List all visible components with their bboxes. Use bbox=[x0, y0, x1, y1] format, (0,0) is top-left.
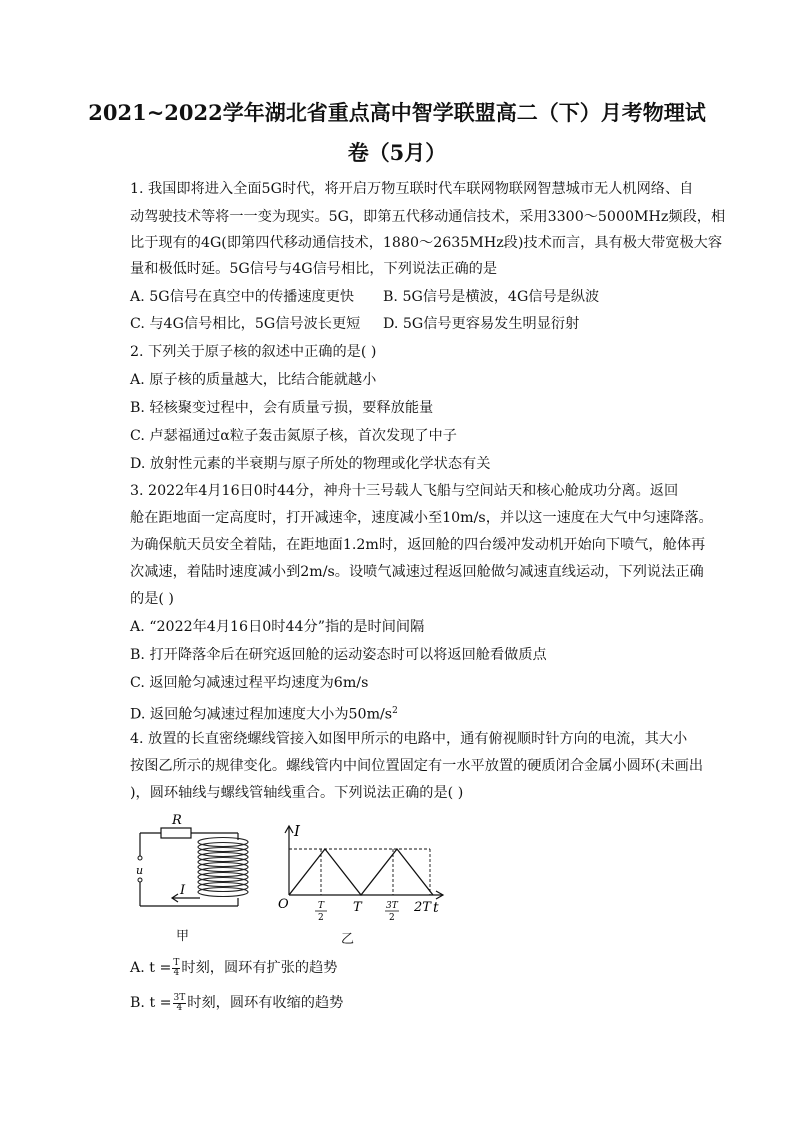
figure-yi-graph bbox=[275, 820, 455, 930]
q1-stem-line4: 量和极低时延。5G信号与4G信号相比，下列说法正确的是 bbox=[130, 261, 498, 277]
q4-option-b-den: 4 bbox=[176, 1002, 183, 1013]
exam-title-line1: 2021~2022学年湖北省重点高中智学联盟高二（下）月考物理试 bbox=[88, 100, 706, 125]
q4-stem-line3: )，圆环轴线与螺线管轴线重合。下列说法正确的是( ) bbox=[130, 785, 464, 801]
exam-title-line2: 卷（5月） bbox=[347, 140, 447, 165]
axis-label-t: t bbox=[433, 900, 439, 916]
q4-option-a-text: 时刻，圆环有扩张的趋势 bbox=[181, 960, 338, 976]
q1-option-d: D. 5G信号更容易发生明显衍射 bbox=[383, 316, 580, 332]
tick-2t: 2T bbox=[414, 900, 431, 915]
q4-option-a bbox=[130, 958, 337, 978]
axis-label-i: I bbox=[294, 822, 300, 840]
current-curve bbox=[289, 849, 433, 895]
figure-jia-circuit bbox=[128, 812, 260, 917]
q4-option-b-prefix: B. t = bbox=[130, 995, 172, 1011]
caption-yi: 乙 bbox=[341, 932, 355, 947]
q4-option-a-prefix: A. t = bbox=[130, 960, 172, 976]
q4-option-a-den: 4 bbox=[173, 967, 180, 978]
q1-option-a: A. 5G信号在真空中的传播速度更快 bbox=[130, 289, 355, 305]
q2-option-a: A. 原子核的质量越大，比结合能就越小 bbox=[130, 372, 377, 388]
terminal-bottom bbox=[138, 878, 142, 882]
label-u: u bbox=[136, 864, 144, 877]
q4-option-b-num: 3T bbox=[173, 992, 186, 1003]
tick-t: T bbox=[353, 900, 362, 915]
tick-3t-half-num: 3T bbox=[386, 901, 398, 911]
resistor-r bbox=[161, 828, 191, 838]
q2-option-b: B. 轻核聚变过程中，会有质量亏损，要释放能量 bbox=[130, 400, 434, 416]
q2-option-d: D. 放射性元素的半衰期与原子所处的物理或化学状态有关 bbox=[130, 456, 491, 472]
label-r: R bbox=[172, 813, 182, 828]
q3-stem-line1: 3. 2022年4月16日0时44分，神舟十三号载人飞船与空间站天和核心舱成功分离。返回 bbox=[130, 483, 679, 499]
q3-option-d bbox=[130, 701, 398, 725]
q4-stem-line1: 4. 放置的长直密绕螺线管接入如图甲所示的电路中，通有俯视顺时针方向的电流，其大小 bbox=[130, 731, 688, 747]
tick-t-half-num: T bbox=[318, 901, 325, 911]
q2-option-c: C. 卢瑟福通过α粒子轰击氮原子核，首次发现了中子 bbox=[130, 428, 457, 444]
label-i-circuit: I bbox=[180, 883, 186, 898]
q1-option-b: B. 5G信号是横波，4G信号是纵波 bbox=[383, 289, 600, 305]
caption-jia: 甲 bbox=[176, 929, 190, 944]
terminal-top bbox=[138, 856, 142, 860]
q4-option-a-fraction bbox=[172, 959, 180, 978]
q4-option-b bbox=[130, 993, 343, 1013]
q4-stem-line2: 按图乙所示的规律变化。螺线管内中间位置固定有一水平放置的硬质闭合金属小圆环(未画出 bbox=[130, 758, 704, 774]
q3-stem-line4: 次减速，着陆时速度减小到2m/s。设喷气减速过程返回舱做匀减速直线运动，下列说法正确 bbox=[130, 564, 704, 580]
q3-stem-line2: 舱在距地面一定高度时，打开减速伞，速度减小至10m/s，并以这一速度在大气中匀速降落。 bbox=[130, 510, 713, 526]
q3-option-c: C. 返回舱匀减速过程平均速度为6m/s bbox=[130, 675, 369, 691]
q3-option-b: B. 打开降落伞后在研究返回舱的运动姿态时可以将返回舱看做质点 bbox=[130, 647, 547, 663]
tick-3t-half-den: 2 bbox=[389, 913, 395, 923]
q1-option-c: C. 与4G信号相比，5G信号波长更短 bbox=[130, 316, 361, 332]
q4-option-b-fraction bbox=[173, 994, 187, 1013]
q1-stem-line3: 比于现有的4G(即第四代移动通信技术，1880～2635MHz段)技术而言，具有极大带宽极大容 bbox=[130, 235, 723, 251]
q4-option-a-num: T bbox=[173, 957, 180, 968]
origin-label: O bbox=[278, 897, 289, 912]
q1-stem-line1: 1. 我国即将进入全面5G时代，将开启万物互联时代车联网物联网智慧城市无人机网络、自 bbox=[130, 181, 694, 197]
q3-stem-line3: 为确保航天员安全着陆，在距地面1.2m时，返回舱的四台缓冲发动机开始向下喷气，舱体再 bbox=[130, 537, 706, 553]
q3-option-d-superscript: 2 bbox=[392, 706, 398, 716]
q1-stem-line2: 动驾驶技术等将一一变为现实。5G，即第五代移动通信技术，采用3300～5000MHz频段，相 bbox=[130, 209, 726, 225]
q4-option-b-text: 时刻，圆环有收缩的趋势 bbox=[187, 995, 344, 1011]
q2-stem: 2. 下列关于原子核的叙述中正确的是( ) bbox=[130, 344, 377, 360]
solenoid-coils bbox=[198, 838, 248, 897]
q3-stem-line5: 的是( ) bbox=[130, 591, 174, 607]
q3-option-a: A. “2022年4月16日0时44分”指的是时间间隔 bbox=[130, 619, 425, 635]
tick-t-half-den: 2 bbox=[318, 913, 324, 923]
q3-option-d-text: D. 返回舱匀减速过程加速度大小为50m/s bbox=[130, 706, 393, 723]
